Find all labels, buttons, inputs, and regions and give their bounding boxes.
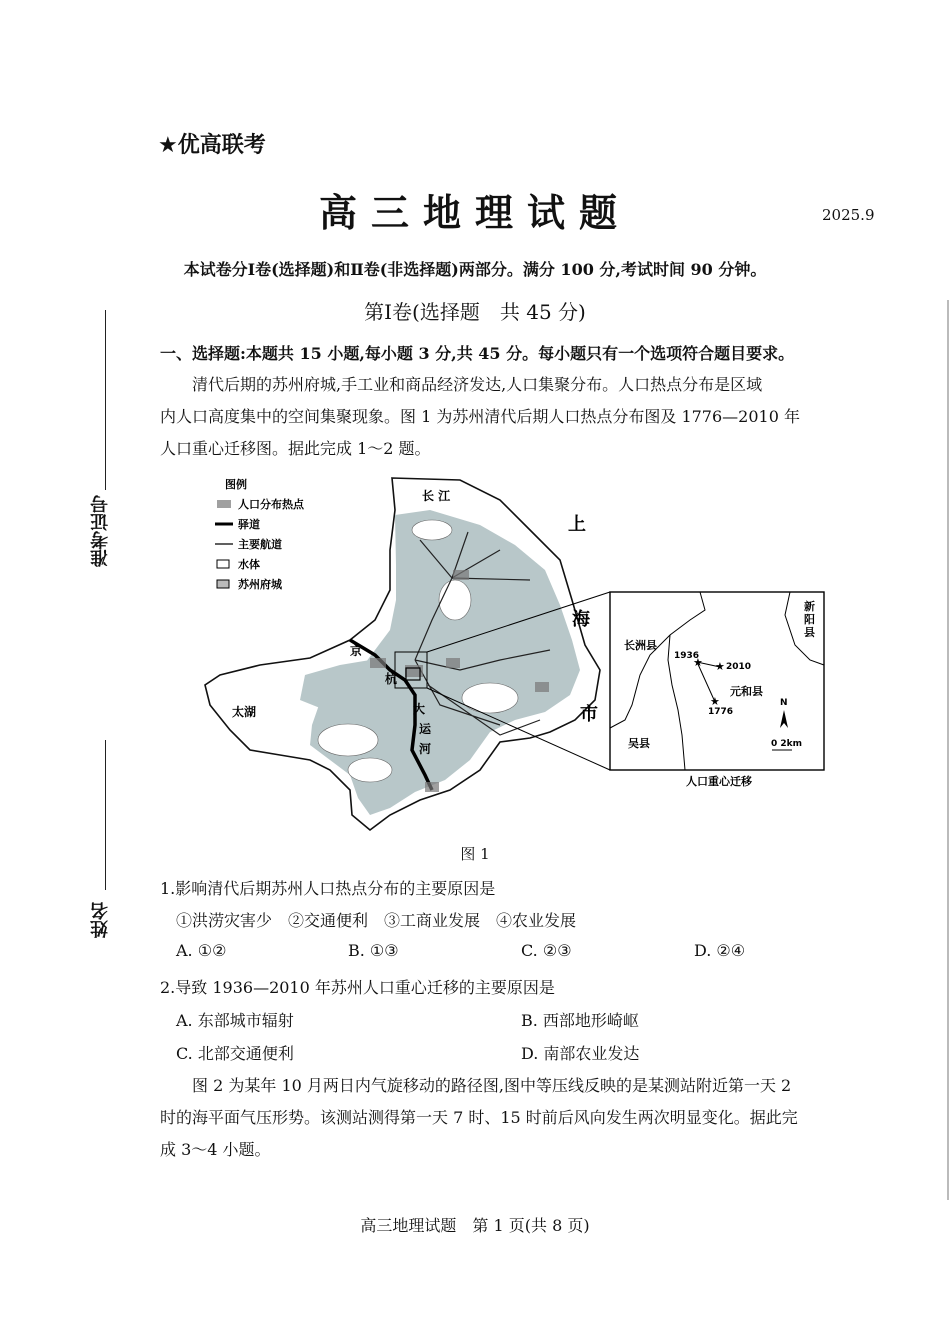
label-shanghai-2: 海 — [572, 609, 590, 630]
label-he: 河 — [419, 742, 432, 756]
label-jing: 京 — [350, 644, 363, 658]
hotspot-1 — [370, 658, 386, 668]
label-da: 大 — [413, 702, 426, 716]
label-hang: 杭 — [385, 672, 398, 686]
legend-road: 驿道 — [238, 518, 260, 531]
passage-1-line-2: 内人口高度集中的空间集聚现象。图 1 为苏州清代后期人口热点分布图及 1776—2010 年 — [160, 407, 800, 426]
inset-yuanhe: 元和县 — [730, 685, 763, 698]
q2-option-d[interactable]: D. 南部农业发达 — [521, 1044, 640, 1063]
legend-city-swatch — [217, 580, 229, 588]
hotspot-6 — [425, 782, 439, 792]
q1-option-b[interactable]: B. ①③ — [348, 941, 399, 960]
inset-1776: 1776 — [708, 707, 734, 717]
passage-1 — [160, 369, 880, 465]
scale-bar: 0 2km — [771, 739, 803, 749]
legend-title: 图例 — [225, 478, 247, 491]
q2-option-b[interactable]: B. 西部地形崎岖 — [521, 1011, 639, 1030]
exam-id-line — [105, 310, 106, 490]
legend-city: 苏州府城 — [238, 578, 282, 591]
legend-hotspot-swatch — [217, 500, 231, 508]
brand-label: ★优高联考 — [158, 133, 266, 158]
passage-2 — [160, 1070, 880, 1166]
q2-option-c[interactable]: C. 北部交通便利 — [176, 1044, 294, 1063]
exam-intro: 本试卷分Ⅰ卷(选择题)和Ⅱ卷(非选择题)两部分。满分 100 分,考试时间 90 分钟。 — [183, 260, 767, 279]
legend-hotspot: 人口分布热点 — [238, 498, 304, 511]
star-1936: ★ — [693, 656, 703, 669]
inset-xinyang-1: 新 — [804, 600, 815, 613]
q1-stem: 1.影响清代后期苏州人口热点分布的主要原因是 — [160, 879, 496, 898]
label-yun: 运 — [419, 722, 432, 736]
star-2010: ★ — [715, 660, 725, 673]
exam-date: 2025.9 — [822, 206, 875, 224]
exam-id-label: 准考证号 — [90, 495, 111, 567]
inset-changzhou: 长洲县 — [624, 639, 657, 652]
figure-1-caption: 图 1 — [460, 845, 490, 863]
legend-water-swatch — [217, 560, 229, 568]
passage-1-line-3: 人口重心迁移图。据此完成 1～2 题。 — [160, 439, 431, 458]
q2-stem: 2.导致 1936—2010 年苏州人口重心迁移的主要原因是 — [160, 978, 555, 997]
lake-5 — [412, 520, 452, 540]
page-title: 高三地理试题 — [318, 190, 631, 235]
volume-heading: 第Ⅰ卷(选择题 共 45 分) — [364, 300, 586, 324]
north-arrow: N — [780, 698, 788, 708]
inset-1936: 1936 — [674, 651, 700, 661]
label-shanghai-3: 市 — [580, 704, 598, 725]
inset-wuxian: 吴县 — [628, 737, 650, 750]
passage-2-line-1: 图 2 为某年 10 月两日内气旋移动的路径图,图中等压线反映的是某测站附近第一天 2 — [192, 1076, 792, 1095]
inset-xinyang-2: 阳 — [804, 613, 815, 626]
label-taihu: 太湖 — [232, 705, 257, 719]
lake-3 — [462, 683, 518, 713]
name-line — [105, 740, 106, 890]
section-heading: 一、选择题:本题共 15 小题,每小题 3 分,共 45 分。每小题只有一个选项符合题目要求。 — [160, 344, 795, 363]
lake-4 — [439, 580, 471, 620]
star-1776: ★ — [710, 695, 720, 708]
legend-water: 水体 — [238, 558, 260, 571]
inset-xinyang-3: 县 — [804, 626, 815, 639]
inset-title: 人口重心迁移 — [686, 775, 752, 788]
passage-1-line-1: 清代后期的苏州府城,手工业和商品经济发达,人口集聚分布。人口热点分布是区域 — [192, 375, 763, 394]
q2-option-a[interactable]: A. 东部城市辐射 — [176, 1011, 294, 1030]
page-footer: 高三地理试题 第 1 页(共 8 页) — [360, 1216, 590, 1235]
q1-option-a[interactable]: A. ①② — [176, 941, 227, 960]
lake-1 — [318, 724, 378, 756]
label-changjiang: 长 江 — [422, 489, 451, 503]
inset-2010: 2010 — [726, 662, 752, 672]
q1-items: ①洪涝灾害少 ②交通便利 ③工商业发展 ④农业发展 — [176, 911, 577, 930]
hotspot-5 — [453, 570, 469, 580]
passage-2-line-3: 成 3～4 小题。 — [160, 1140, 271, 1159]
hotspot-4 — [535, 682, 549, 692]
lake-2 — [348, 758, 392, 782]
q1-option-c[interactable]: C. ②③ — [521, 941, 572, 960]
q1-option-d[interactable]: D. ②④ — [694, 941, 746, 960]
figure-1-map — [200, 470, 830, 835]
passage-2-line-2: 时的海平面气压形势。该测站测得第一天 7 时、15 时前后风向发生两次明显变化。据此完 — [160, 1108, 798, 1127]
page-edge — [947, 300, 949, 1200]
label-shanghai-1: 上 — [568, 514, 586, 535]
hotspot-3 — [446, 658, 460, 668]
name-label: 姓名 — [90, 902, 111, 938]
legend-waterway: 主要航道 — [238, 538, 282, 551]
